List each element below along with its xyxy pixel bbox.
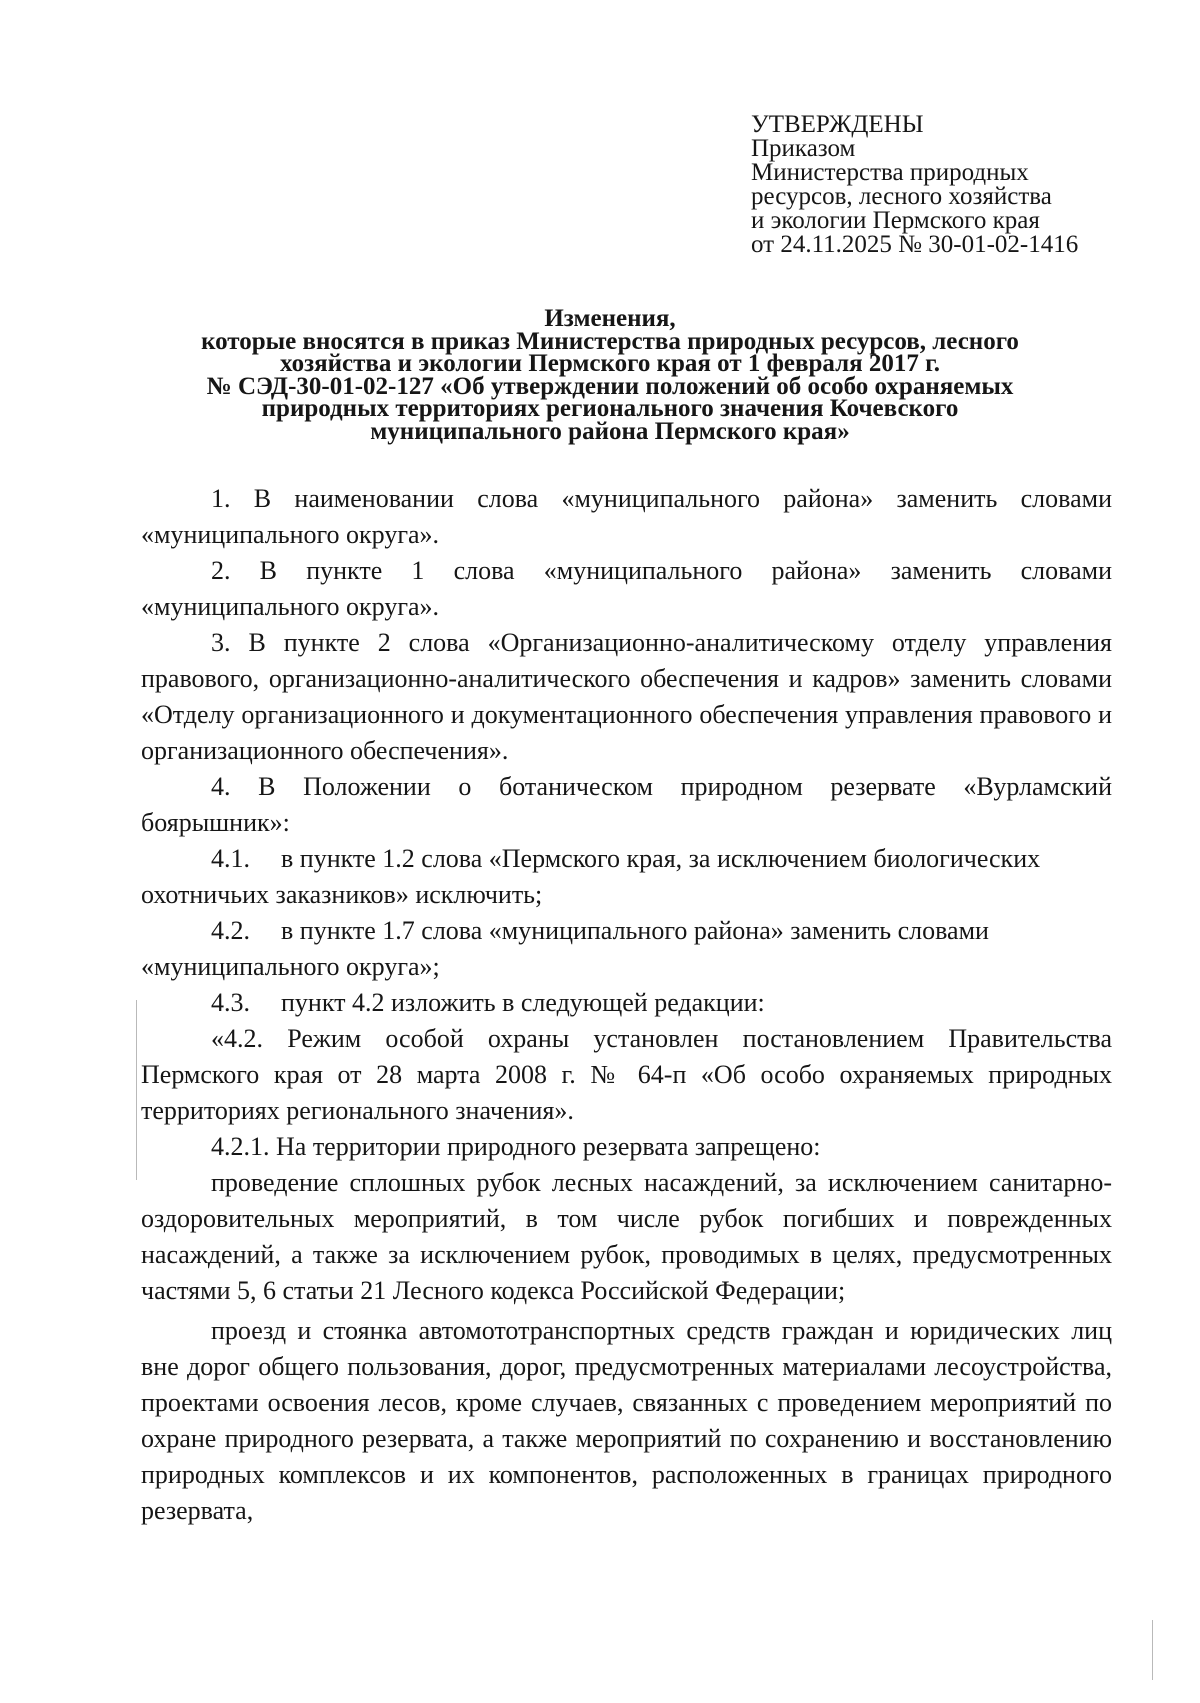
- subparagraph-4-3: [141, 985, 1112, 1021]
- document-body: [141, 481, 1112, 1529]
- subparagraph-text: в пункте 1.7 слова «муниципального района» заменить словами: [281, 916, 989, 945]
- title-line: хозяйства и экологии Пермского края от 1 февраля 2017 г.: [280, 350, 940, 377]
- paragraph-2: 2. В пункте 1 слова «муниципального района» заменить словами «муниципального округа».: [141, 556, 1112, 621]
- subparagraph-4-2-continuation: «муниципального округа»;: [141, 952, 440, 981]
- title-line: № СЭД-30-01-02-127 «Об утверждении положений об особо охраняемых: [206, 372, 1014, 400]
- approval-line: Приказом: [751, 135, 856, 162]
- prohibition-item: проведение сплошных рубок лесных насаждений, за исключением санитарно-оздоровительных мероприятий, в том числе рубок погибших и поврежденных насаждений, а также за исключением рубок, проводимых в целях, предусмотренных частями 5, 6 статьи 21 Лесного кодекса Российской Федерации;: [141, 1168, 1112, 1305]
- approval-line: и экологии Пермского края: [751, 207, 1040, 234]
- subparagraph-number: 4.3.: [211, 988, 250, 1017]
- approval-line: УТВЕРЖДЕНЫ: [751, 111, 924, 138]
- title-line: природных территориях регионального значения Кочевского: [261, 395, 959, 422]
- title-line: Изменения,: [544, 305, 676, 332]
- subparagraph-text: в пункте 1.2 слова «Пермского края, за исключением биологических: [281, 844, 1041, 873]
- subparagraph-4-1-continuation: охотничьих заказников» исключить;: [141, 880, 543, 909]
- subparagraph-4-2: [141, 913, 1112, 949]
- subparagraph-number: 4.2.: [211, 916, 250, 945]
- paragraph-1: 1. В наименовании слова «муниципального района» заменить словами «муниципального округа».: [141, 484, 1112, 549]
- quoted-paragraph-4-2: «4.2. Режим особой охраны установлен постановлением Правительства Пермского края от 28 марта 2008 г. № 64-п «Об особо охраняемых природных территориях регионального значения».: [141, 1024, 1112, 1125]
- paragraph-4: 4. В Положении о ботаническом природном резервате «Вурламский боярышник»:: [141, 772, 1112, 837]
- approval-stamp: [751, 113, 1171, 257]
- paragraph-4-2-1: 4.2.1. На территории природного резервата запрещено:: [211, 1132, 821, 1161]
- approval-line: Министерства природных: [751, 159, 1029, 186]
- paragraph-3: 3. В пункте 2 слова «Организационно-аналитическому отделу управления правового, организационно-аналитического обеспечения и кадров» заменить словами «Отделу организационного и документационного обеспечения управления правового и организационного обеспечения».: [141, 628, 1112, 765]
- title-line: которые вносятся в приказ Министерства природных ресурсов, лесного: [201, 327, 1019, 355]
- subparagraph-number: 4.1.: [211, 844, 250, 873]
- scan-artifact-line: [1152, 1620, 1153, 1680]
- prohibition-item: проезд и стоянка автомототранспортных средств граждан и юридических лиц вне дорог общего пользования, дорог, предусмотренных материалами лесоустройства, проектами освоения лесов, кроме случаев, связанных с проведением мероприятий по охране природного резервата, а также мероприятий по сохранению и восстановлению природных комплексов и их компонентов, расположенных в границах природного резервата,: [141, 1316, 1112, 1525]
- approval-line: от 24.11.2025 № 30-01-02-1416: [751, 231, 1079, 258]
- scan-artifact-line: [136, 1000, 137, 1180]
- approval-line: ресурсов, лесного хозяйства: [751, 183, 1052, 210]
- document-title: [100, 305, 1120, 445]
- title-line: муниципального района Пермского края»: [370, 417, 850, 445]
- subparagraph-text: пункт 4.2 изложить в следующей редакции:: [281, 988, 765, 1017]
- subparagraph-4-1: [141, 841, 1112, 877]
